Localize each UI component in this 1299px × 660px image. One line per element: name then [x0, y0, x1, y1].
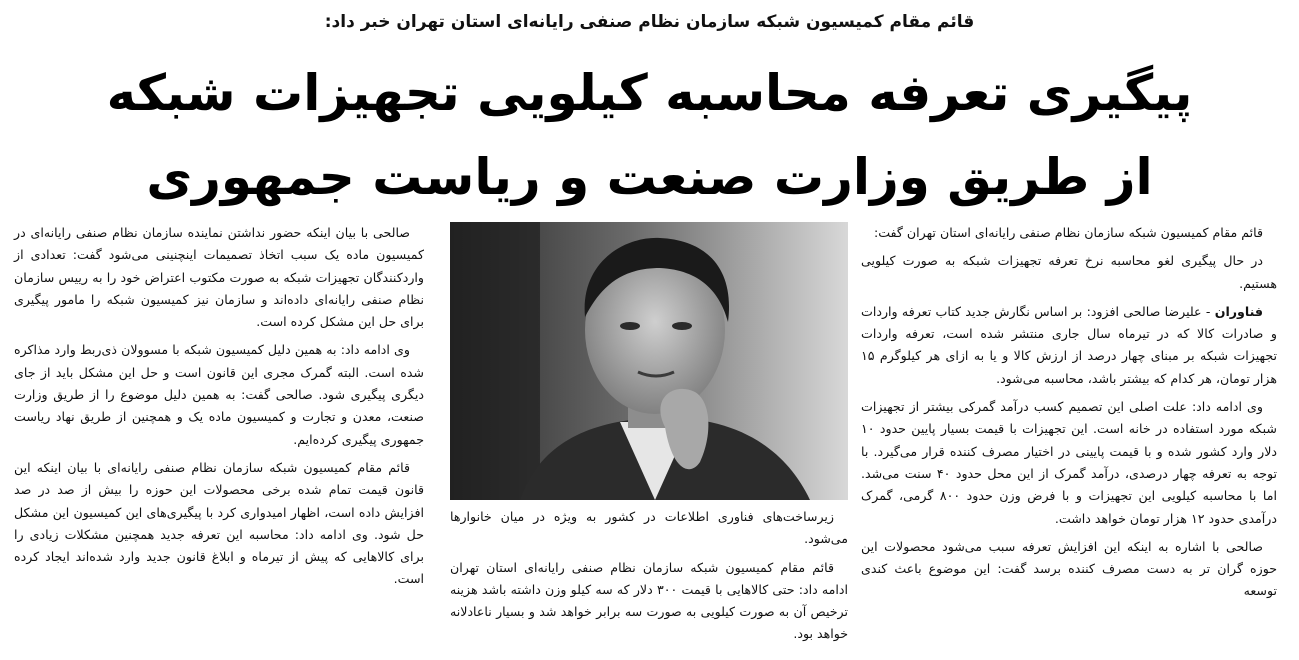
article-kicker: قائم مقام کمیسیون شبکه سازمان نظام صنفی رایانه‌ای استان تهران خبر داد: [324, 12, 975, 32]
paragraph-text: - علیرضا صالحی افزود: بر اساس نگارش جدید کتاب تعرفه واردات و صادرات کالا که در تیرماه سال جاری منتشر شده است، تعرفه واردات تجهیزات شبکه بر مبنای چهار درصد از ارزش کالا و یا به ازای هر کیلوگرم ۱۵ هزار تومان، هر کدام که بیشتر باشد، محاسبه می‌شود. [861, 303, 1277, 386]
middle-column [450, 506, 848, 652]
left-column [14, 222, 424, 597]
paragraph: وی ادامه داد: علت اصلی این تصمیم کسب درآمد گمرکی بیشتر از تجهیزات شبکه مورد استفاده در خانه است. این تجهیزات با قیمت بسیار پایین حدود ۱۰ دلار وارد کشور شده و با قیمت پایینی در اختیار مصرف کننده قرار می‌گیرد. با توجه به تعرفه چهار درصدی، درآمد گمرک از این محل حدود ۴۰ سنت می‌شد. اما با محاسبه کیلویی این تجهیزات و با فرض وزن حدود ۸۰۰ گرمی، گمرک درآمدی حدود ۱۲ هزار تومان خواهد داشت. [861, 399, 1278, 526]
paragraph [861, 301, 1277, 390]
paragraph: زیرساخت‌های فناوری اطلاعات در کشور به ویژه در میان خانوارها می‌شود. [450, 509, 848, 547]
headline-line-1: پیگیری تعرفه محاسبه کیلویی تجهیزات شبکه [106, 64, 1193, 122]
portrait-photo [450, 222, 848, 500]
headline-line-2: از طریق وزارت صنعت و ریاست جمهوری [146, 148, 1153, 206]
right-column [861, 222, 1277, 609]
paragraph: قائم مقام کمیسیون شبکه سازمان نظام صنفی رایانه‌ای استان تهران ادامه داد: حتی کالاهایی با قیمت ۳۰۰ دلار که سه کیلو وزن داشته باشد هزینه ترخیص آن به صورت کیلویی به صورت سه برابر خواهد شد و بسیار ناعادلانه خواهد بود. [450, 559, 849, 642]
paragraph: صالحی با بیان اینکه حضور نداشتن نماینده سازمان نظام صنفی رایانه‌ای در کمیسیون ماده یک سبب اتخاذ تصمیمات اینچنینی می‌شود گفت: تعدادی از واردکنندگان تجهیزات شبکه به صورت مکتوب اعتراض خود را به رییس سازمان نظام صنفی رایانه‌ای داده‌اند و سازمان نیز کمیسیون شبکه را مامور پیگیری برای حل این مشکل کرده است. [14, 225, 424, 330]
paragraph: صالحی با اشاره به اینکه این افزایش تعرفه سبب می‌شود محصولات این حوزه گران تر به دست مصرف کننده برسد گفت: این موضوع باعث کندی توسعه [861, 538, 1277, 599]
paragraph: وی ادامه داد: به همین دلیل کمیسیون شبکه با مسوولان ذی‌ربط وارد مذاکره شده است. البته گمرک مجری این قانون است و حل این مشکل باید از جای دیگری پیگیری شود. صالحی گفت: به همین دلیل موضوع را از طریق وزارت صنعت، معدن و تجارت و کمیسیون ماده یک و همچنین از طریق نهاد ریاست جمهوری پیگیری کرده‌ایم. [14, 342, 424, 447]
dateline: فناوران [1214, 303, 1263, 319]
paragraph: قائم مقام کمیسیون شبکه سازمان نظام صنفی رایانه‌ای با بیان اینکه این قانون قیمت تمام شده برخی محصولات این حوزه را بیش از صد در صد افزایش داده است، اظهار امیدواری کرد با پیگیری‌های این کمیسیون این مشکل حل شود. وی ادامه داد: محاسبه این تعرفه جدید همچنین مشکلات زیادی را برای کالاهایی که پیش از تیرماه و ابلاغ قانون جدید وارد شده‌اند ایجاد کرده است. [14, 459, 424, 587]
paragraph: در حال پیگیری لغو محاسبه نرخ تعرفه تجهیزات شبکه به صورت کیلویی هستیم. [861, 253, 1277, 291]
portrait-illustration [450, 222, 848, 500]
paragraph: قائم مقام کمیسیون شبکه سازمان نظام صنفی رایانه‌ای استان تهران گفت: [873, 225, 1263, 240]
